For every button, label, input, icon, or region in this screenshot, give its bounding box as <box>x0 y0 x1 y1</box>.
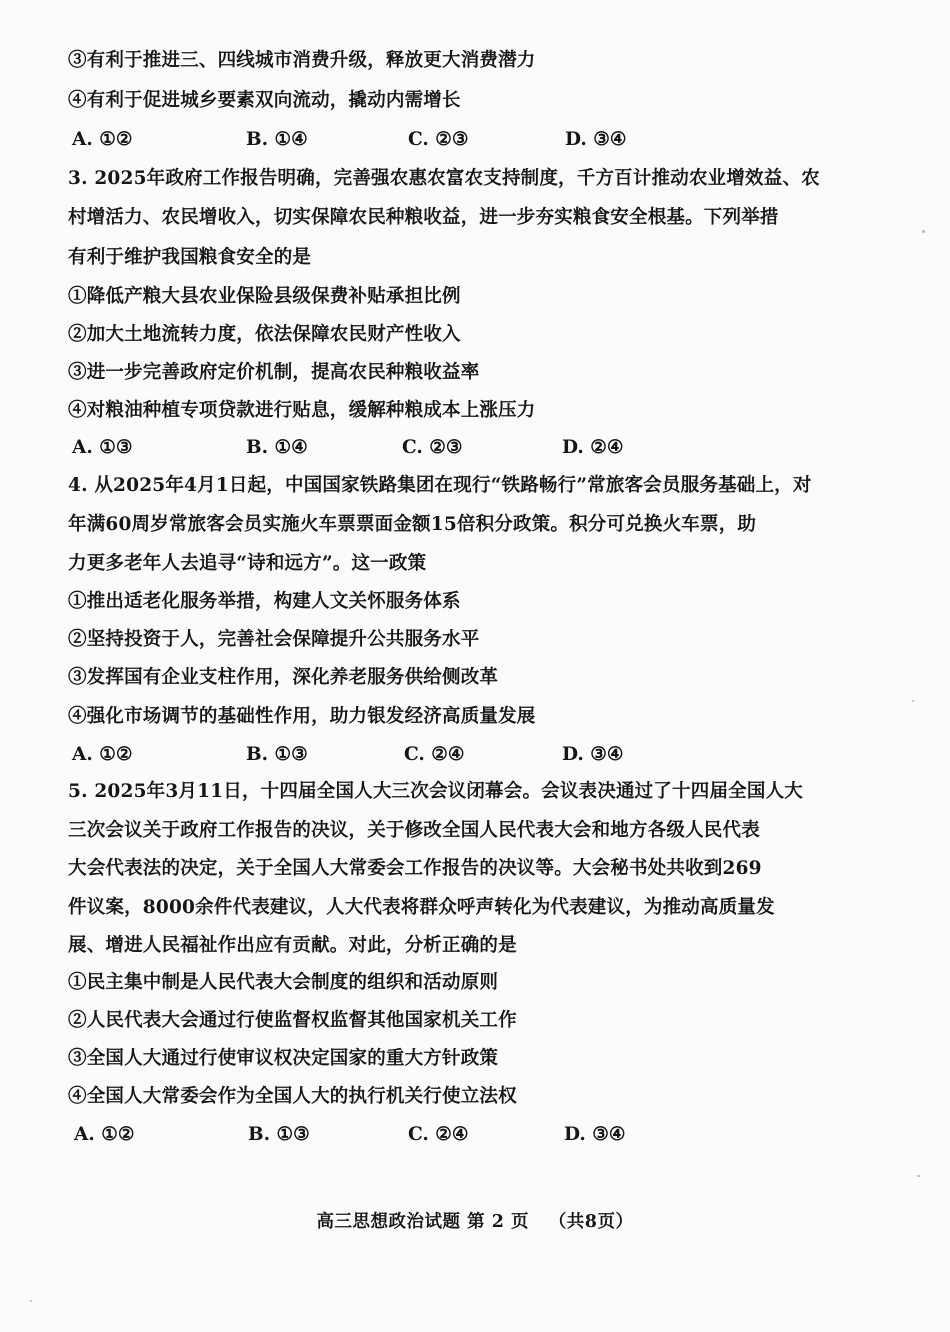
q3-option-3: ③进一步完善政府定价机制，提高农民种粮收益率 <box>68 362 480 383</box>
q2-choice-d: D. ③④ <box>565 129 627 150</box>
q4-option-4: ④强化市场调节的基础性作用，助力银发经济高质量发展 <box>68 706 536 727</box>
q4-choice-c: C. ②④ <box>404 744 465 765</box>
q3-option-2: ②加大土地流转力度，依法保障农民财产性收入 <box>68 324 461 345</box>
q4-option-1: ①推出适老化服务举措，构建人文关怀服务体系 <box>68 591 461 612</box>
footer-title: 高三思想政治试题 <box>316 1212 461 1232</box>
q4-choice-d: D. ③④ <box>562 744 624 765</box>
q4-choice-b: B. ①③ <box>246 744 308 765</box>
scan-speck <box>30 1300 32 1302</box>
scan-speck <box>912 700 914 702</box>
q3-option-1: ①降低产粮大县农业保险县级保费补贴承担比例 <box>68 286 461 307</box>
q5-stem-line-5: 展、增进人民福祉作出应有贡献。对此，分析正确的是 <box>68 935 517 956</box>
q4-stem-line-3: 力更多老年人去追寻“诗和远方”。这一政策 <box>68 553 427 574</box>
q4-option-3: ③发挥国有企业支柱作用，深化养老服务供给侧改革 <box>68 667 499 688</box>
q3-stem-line-2: 村增活力、农民增收入，切实保障农民种粮收益，进一步夯实粮食安全根基。下列举措 <box>68 207 779 228</box>
q5-option-1: ①民主集中制是人民代表大会制度的组织和活动原则 <box>68 972 499 993</box>
q2-choice-a: A. ①② <box>72 129 133 150</box>
q2-option-4: ④有利于促进城乡要素双向流动，撬动内需增长 <box>68 90 461 111</box>
q3-stem-line-1: 3. 2025年政府工作报告明确，完善强农惠农富农支持制度，千方百计推动农业增效益、农 <box>68 168 820 189</box>
q3-choice-d: D. ②④ <box>562 437 624 458</box>
q2-choice-c: C. ②③ <box>408 129 469 150</box>
q5-stem-line-3: 大会代表法的决定，关于全国人大常委会工作报告的决议等。大会秘书处共收到269 <box>68 858 762 879</box>
q3-choice-c: C. ②③ <box>402 437 463 458</box>
q2-choice-b: B. ①④ <box>246 129 308 150</box>
q5-choice-b: B. ①③ <box>248 1124 310 1145</box>
page-footer <box>0 1208 950 1233</box>
q5-stem-line-4: 件议案，8000余件代表建议，人大代表将群众呼声转化为代表建议，为推动高质量发 <box>68 897 775 918</box>
scan-speck <box>922 230 925 233</box>
footer-page-number: 第 2 页 <box>467 1212 529 1232</box>
q3-option-4: ④对粮油种植专项贷款进行贴息，缓解种粮成本上涨压力 <box>68 400 536 421</box>
scan-speck <box>917 1175 920 1177</box>
q5-option-2: ②人民代表大会通过行使监督权监督其他国家机关工作 <box>68 1010 517 1031</box>
q5-choice-a: A. ①② <box>74 1124 135 1145</box>
q5-choice-c: C. ②④ <box>408 1124 469 1145</box>
footer-total-pages: （共8页） <box>548 1212 634 1232</box>
q5-stem-line-2: 三次会议关于政府工作报告的决议，关于修改全国人民代表大会和地方各级人民代表 <box>68 820 760 841</box>
q4-stem-line-2: 年满60周岁常旅客会员实施火车票票面金额15倍积分政策。积分可兑换火车票，助 <box>68 514 757 535</box>
q3-choice-a: A. ①③ <box>72 437 133 458</box>
q3-stem-line-3: 有利于维护我国粮食安全的是 <box>68 247 312 268</box>
q4-stem-line-1: 4. 从2025年4月1日起，中国国家铁路集团在现行“铁路畅行”常旅客会员服务基础上，对 <box>68 475 812 496</box>
q2-option-3: ③有利于推进三、四线城市消费升级，释放更大消费潜力 <box>68 50 536 71</box>
q4-option-2: ②坚持投资于人，完善社会保障提升公共服务水平 <box>68 629 480 650</box>
q4-choice-a: A. ①② <box>72 744 133 765</box>
q5-stem-line-1: 5. 2025年3月11日，十四届全国人大三次会议闭幕会。会议表决通过了十四届全国人大 <box>68 781 803 802</box>
q3-choice-b: B. ①④ <box>246 437 308 458</box>
q5-option-4: ④全国人大常委会作为全国人大的执行机关行使立法权 <box>68 1086 517 1107</box>
q5-option-3: ③全国人大通过行使审议权决定国家的重大方针政策 <box>68 1048 499 1069</box>
q5-choice-d: D. ③④ <box>564 1124 626 1145</box>
